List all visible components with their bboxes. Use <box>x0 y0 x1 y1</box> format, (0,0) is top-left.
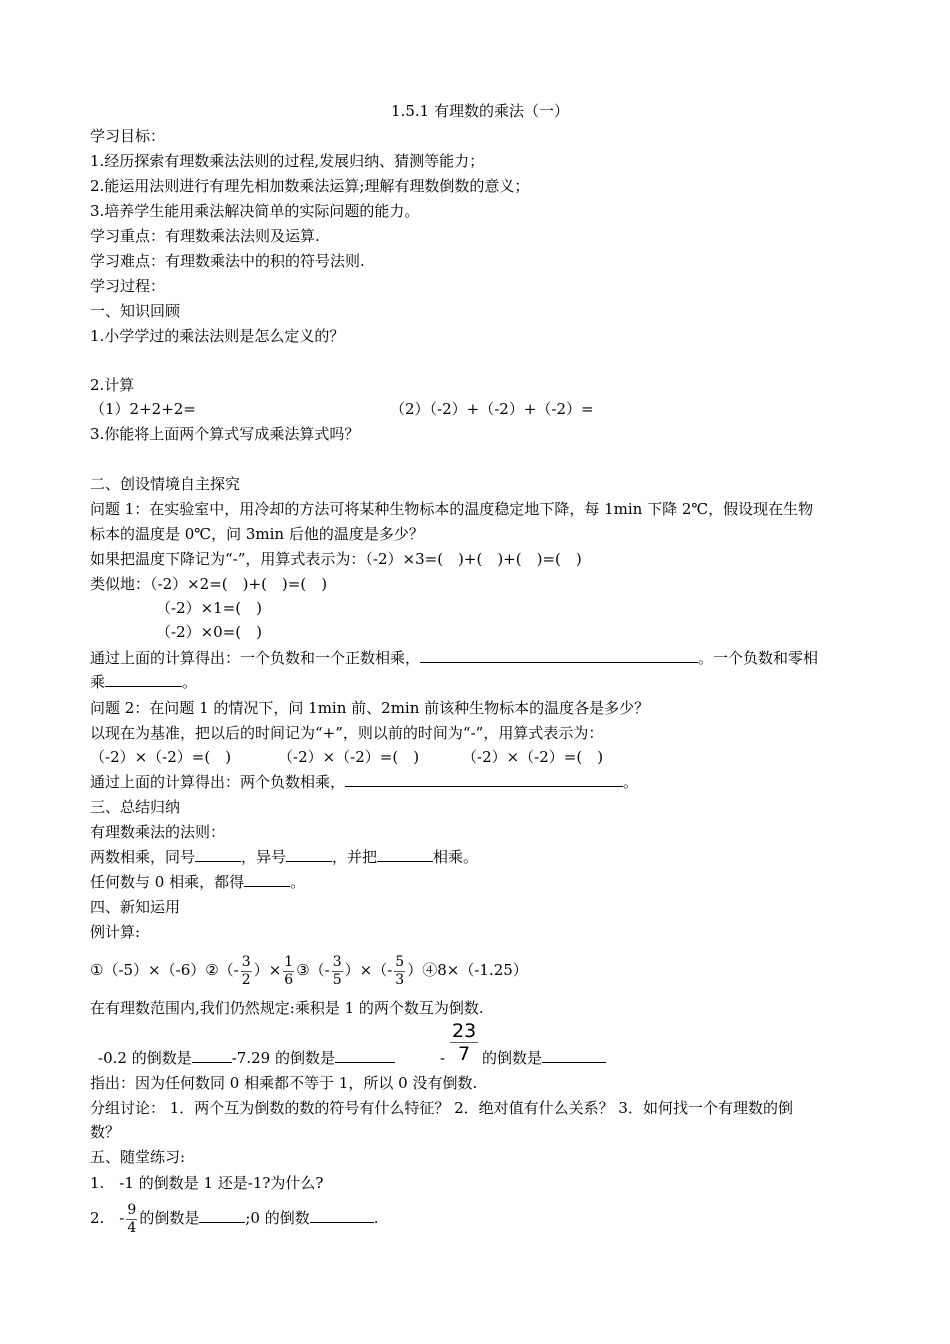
example-expressions <box>90 948 528 992</box>
exercise-2-text-c: ;0 的倒数 <box>245 1209 310 1227</box>
key-point: 学习重点：有理数乘法法则及运算. <box>90 227 320 245</box>
rule-1 <box>90 846 478 868</box>
answer-blank[interactable] <box>195 846 241 862</box>
page-title: 1.5.1 有理数的乘法（一） <box>391 102 569 120</box>
reciprocal-fraction <box>450 1020 478 1065</box>
question-1: 1.小学学过的乘法法则是怎么定义的？ <box>90 327 345 345</box>
process-heading: 学习过程： <box>90 277 166 295</box>
section-1-heading: 一、知识回顾 <box>90 302 181 320</box>
reciprocal-minus: - <box>440 1049 446 1067</box>
fraction-numerator: 3 <box>332 953 342 970</box>
fraction-numerator: 1 <box>284 953 294 970</box>
fraction-denominator: 3 <box>395 971 405 988</box>
example-text-4: ）×（- <box>344 961 393 979</box>
fraction <box>394 954 405 989</box>
answer-blank[interactable] <box>244 871 290 887</box>
section-3-heading: 三、总结归纳 <box>90 798 181 816</box>
conclusion-1-text-b: 。一个负数和零相 <box>698 649 819 667</box>
exercise-2-text-a: 2. - <box>90 1209 125 1227</box>
rule-heading: 有理数乘法的法则： <box>90 823 226 841</box>
answer-blank[interactable] <box>345 771 623 787</box>
fraction-numerator: 3 <box>241 953 251 970</box>
answer-blank[interactable] <box>286 846 332 862</box>
question-3: 3.你能将上面两个算式写成乘法算式吗？ <box>90 425 360 443</box>
section-5-heading: 五、随堂练习: <box>90 1148 186 1166</box>
conclusion-1 <box>90 647 818 669</box>
fraction-numerator: 5 <box>395 953 405 970</box>
fraction-denominator: 6 <box>284 971 294 988</box>
rule-1-text-c: ，并把 <box>332 848 378 866</box>
example-text-5: ）④8×（-1.25） <box>407 961 528 979</box>
fraction-numerator: 23 <box>452 1020 477 1042</box>
problem-1-line-1: 问题 1：在实验室中，用冷却的方法可将某种生物标本的温度稳定地下降，每 1min 下降 2℃，假设现在生物 <box>90 500 814 518</box>
reciprocal-text-d: 的倒数是 <box>482 1049 543 1067</box>
reciprocal-text-b: -7.29 的倒数是 <box>231 1049 335 1067</box>
goal-3: 3.培养学生能用乘法解决简单的实际问题的能力。 <box>90 202 420 220</box>
problem-1-line-2: 标本的温度是 0℃，问 3min 后他的温度是多少？ <box>90 525 424 543</box>
conclusion-1-cont <box>90 671 197 693</box>
rule-2 <box>90 871 305 893</box>
example-heading: 例计算: <box>90 923 141 941</box>
fraction <box>241 954 252 989</box>
answer-blank[interactable] <box>105 671 182 687</box>
answer-blank[interactable] <box>310 1207 374 1223</box>
fraction <box>283 954 294 989</box>
similar-3: （-2）×0=( ) <box>156 623 262 641</box>
reciprocal-definition: 在有理数范围内,我们仍然规定:乘积是 1 的两个数互为倒数. <box>90 999 484 1017</box>
rule-1-text-b: ，异号 <box>241 848 287 866</box>
question-2: 2.计算 <box>90 376 135 394</box>
fraction-numerator: 9 <box>127 1201 137 1218</box>
section-4-heading: 四、新知运用 <box>90 898 181 916</box>
discussion-line-2: 数？ <box>90 1123 121 1141</box>
exercise-2-text-d: . <box>373 1209 379 1227</box>
conclusion-1-text-a: 通过上面的计算得出：一个负数和一个正数相乘， <box>90 649 421 667</box>
answer-blank[interactable] <box>542 1047 606 1063</box>
exercise-1: 1. -1 的倒数是 1 还是-1?为什么? <box>90 1174 324 1192</box>
section-2-heading: 二、创设情境自主探究 <box>90 475 241 493</box>
goal-2: 2.能运用法则进行有理先相加数乘法运算;理解有理数倒数的意义； <box>90 177 530 195</box>
goals-heading: 学习目标： <box>90 127 166 145</box>
reciprocal-questions <box>98 1047 395 1069</box>
problem-2-line-2: 以现在为基准，把以后的时间记为“+”，则以前的时间为“-”，用算式表示为： <box>90 724 604 742</box>
answer-blank[interactable] <box>192 1047 232 1063</box>
conclusion-2 <box>90 771 638 793</box>
question-2b: （2）（-2）+（-2）+（-2）= <box>390 400 594 418</box>
fraction-denominator: 2 <box>241 971 251 988</box>
reciprocal-question-c <box>482 1047 606 1069</box>
rule-2-text-b: 。 <box>290 873 306 891</box>
rule-2-text-a: 任何数与 0 相乘，都得 <box>90 873 245 891</box>
example-text-3: ③（- <box>296 961 330 979</box>
conclusion-2-text-a: 通过上面的计算得出：两个负数相乘， <box>90 773 346 791</box>
conclusion-2-text-b: 。 <box>623 773 639 791</box>
similar-1: 类似地：（-2）×2=( )+( )=( ) <box>90 575 328 593</box>
example-text-1: ①（-5）×（-6）②（- <box>90 961 239 979</box>
fraction-denominator: 5 <box>332 971 342 988</box>
problem-2-expr-1: （-2）×（-2）=( ) <box>90 748 232 766</box>
similar-2: （-2）×1=( ) <box>156 599 262 617</box>
rule-1-text-a: 两数相乘，同号 <box>90 848 196 866</box>
example-text-2: ）× <box>253 961 282 979</box>
goal-1: 1.经历探索有理数乘法法则的过程,发展归纳、猜测等能力； <box>90 152 485 170</box>
answer-blank[interactable] <box>199 1207 245 1223</box>
exercise-2 <box>90 1196 378 1240</box>
fraction <box>126 1202 137 1237</box>
answer-blank[interactable] <box>377 846 433 862</box>
answer-blank[interactable] <box>420 647 698 663</box>
point-out: 指出：因为任何数同 0 相乘都不等于 1，所以 0 没有倒数. <box>90 1074 478 1092</box>
problem-2-expr-2: （-2）×（-2）=( ) <box>278 748 420 766</box>
problem-2-line-1: 问题 2：在问题 1 的情况下，问 1min 前、2min 前该种生物标本的温度各是多少？ <box>90 699 650 717</box>
fraction-denominator: 7 <box>458 1043 471 1065</box>
conclusion-1-text-d: 。 <box>182 673 198 691</box>
discussion-line-1: 分组讨论： 1．两个互为倒数的数的符号有什么特征？ 2．绝对值有什么关系？ 3．如何找一个有理数的倒 <box>90 1099 793 1117</box>
fraction <box>332 954 343 989</box>
difficulty: 学习难点：有理数乘法中的积的符号法则. <box>90 252 365 270</box>
exercise-2-text-b: 的倒数是 <box>139 1209 200 1227</box>
fraction-denominator: 4 <box>127 1219 137 1236</box>
reciprocal-text-a: -0.2 的倒数是 <box>98 1049 192 1067</box>
problem-1-line-3: 如果把温度下降记为“-”，用算式表示为：（-2）×3=( )+( )+( )=( ) <box>90 550 582 568</box>
rule-1-text-d: 相乘。 <box>433 848 479 866</box>
conclusion-1-text-c: 乘 <box>90 673 106 691</box>
answer-blank[interactable] <box>335 1047 395 1063</box>
problem-2-expr-3: （-2）×（-2）=( ) <box>462 748 604 766</box>
question-2a: （1）2+2+2= <box>90 400 196 418</box>
